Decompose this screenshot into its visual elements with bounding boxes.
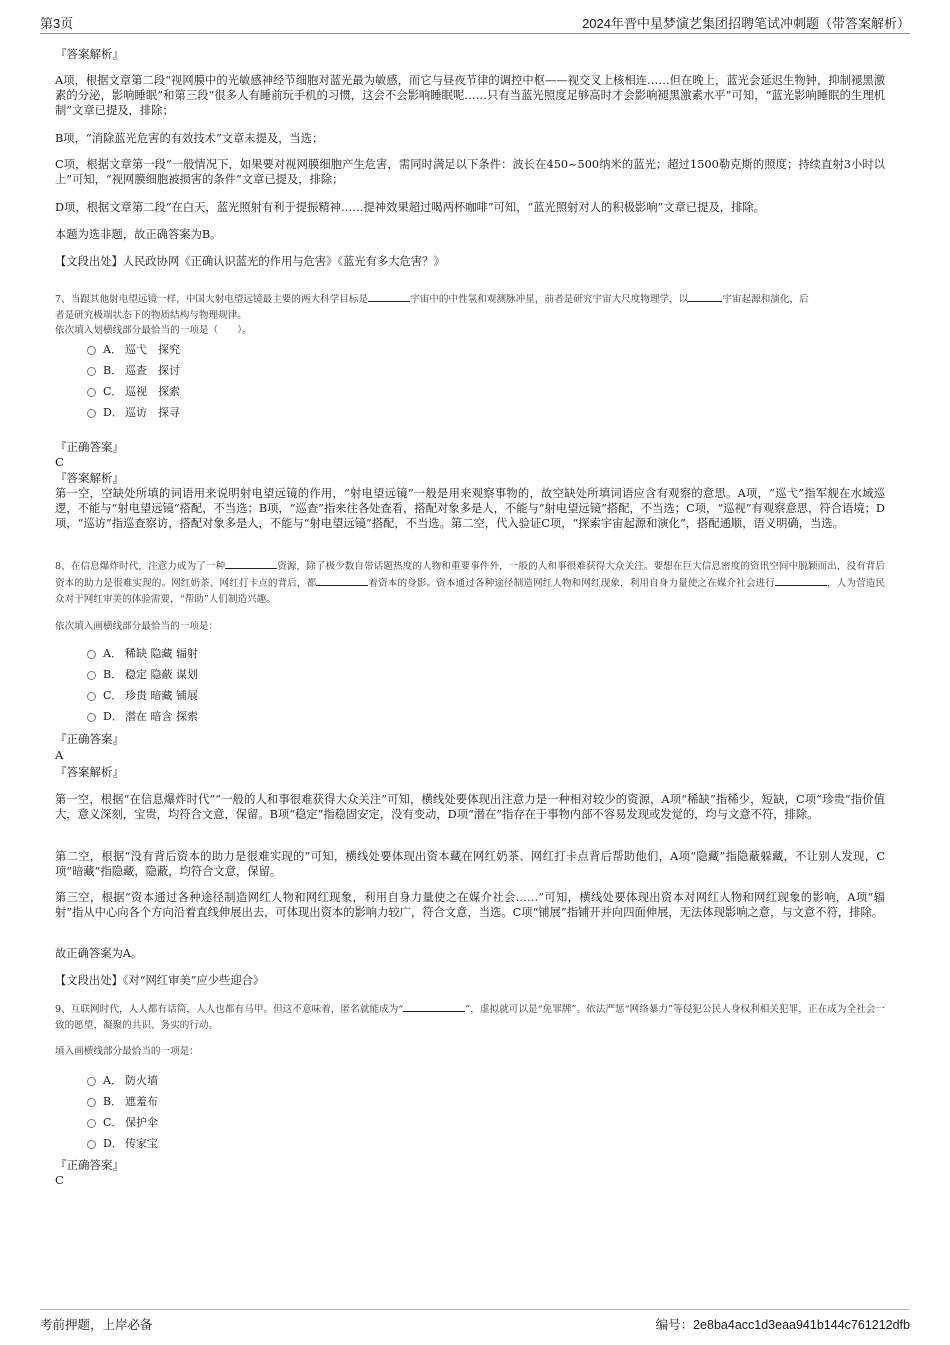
q7-option-b[interactable]: B． 巡查 探讨 <box>87 363 180 379</box>
q6-analysis-d: D项，根据文章第二段“在白天，蓝光照射有利于提振精神……提神效果超过喝两杯咖啡”可知，“蓝光照射对人的积极影响”文章已提及，排除。 <box>55 201 765 214</box>
q8-answer: A <box>55 748 64 762</box>
radio-icon[interactable] <box>87 1119 96 1128</box>
radio-icon[interactable] <box>87 367 96 376</box>
q6-source: 【文段出处】人民政协网《正确认识蓝光的作用与危害》《蓝光有多大危害？》 <box>55 255 445 268</box>
q9-blank-1 <box>403 1001 465 1012</box>
q8-blank-3 <box>775 575 827 586</box>
q8-answer-tag: 『正确答案』 <box>55 732 124 746</box>
q8-blank-1 <box>225 558 277 569</box>
q7-option-c[interactable]: C． 巡视 探索 <box>87 384 180 400</box>
q6-analysis-c: C项，根据文章第一段“一般情况下，如果要对视网膜细胞产生危害，需同时满足以下条件：波长在450~500纳米的蓝光；超过1500勒克斯的照度；持续直射3小时以上”可知，“视网膜细胞被损害的条件”文章已提及，排除； <box>55 158 885 186</box>
document-code: 编号：2e8ba4acc1d3eaa941b144c761212dfb <box>655 1318 910 1332</box>
q7-analysis-tag: 『答案解析』 <box>55 471 124 485</box>
q7-answer: C <box>55 455 64 469</box>
q8-analysis-p2: 第二空，根据“没有背后资本的助力是很难实现的”可知，横线处要体现出资本藏在网红奶茶、网红打卡点背后帮助他们，A项“隐藏”指隐蔽躲藏，不让别人发现，C项“暗藏”指隐藏，隐蔽，均符合文意，保留。 <box>55 850 885 878</box>
page-footer <box>40 1309 910 1333</box>
q8-analysis-p1: 第一空，根据“在信息爆炸时代”“一般的人和事很难获得大众关注”可知，横线处要体现出注意力是一种相对较少的资源，A项“稀缺”指稀少，短缺，C项“珍贵”指价值大，意义深刻，宝贵，均符合文意，保留。B项“稳定”指稳固安定，没有变动，D项“潜在”指存在于事物内部不容易发现或发觉的，均与文意不符，排除。 <box>55 793 885 821</box>
q9-option-c[interactable]: C． 保护伞 <box>87 1115 158 1131</box>
q6-analysis-tag: 『答案解析』 <box>55 47 124 61</box>
radio-icon[interactable] <box>87 671 96 680</box>
q8-stem: 8、在信息爆炸时代，注意力成为了一种 资源，除了极少数自带话题热度的人物和重要事件外，一般的人和事很难获得大众关注。要想在巨大信息密度的资讯空间中脱颖而出，没有背后资本的助力是很难实现的。网红奶茶、网红打卡点的背后，都 着资本的身影。资本通过各种途径制造网红人物和网红现象，利用自身力量使之在媒介社会进行 ，人为营造民众对于网红审美的体验需要，“帮助”人们制造兴趣。 <box>55 558 885 608</box>
q8-prompt: 依次填入画横线部分最恰当的一项是： <box>55 621 219 632</box>
radio-icon[interactable] <box>87 409 96 418</box>
q7-blank-1 <box>368 291 410 302</box>
q9-prompt: 填入画横线部分最恰当的一项是： <box>55 1046 199 1057</box>
q8-analysis-p3: 第三空，根据“资本通过各种途径制造网红人物和网红现象，利用自身力量使之在媒介社会……”可知，横线处要体现出资本对网红人物和网红现象的影响，A项“辐射”指从中心向各个方向沿着直线伸展出去，可体现出资本的影响力较广，符合文意，当选。C项“铺展”指铺开并向四面伸展，无法体现影响之意，与文意不符，排除。 <box>55 891 885 919</box>
page-number: 第3页 <box>40 16 74 31</box>
q9-option-a[interactable]: A． 防火墙 <box>87 1073 158 1089</box>
radio-icon[interactable] <box>87 713 96 722</box>
footer-slogan: 考前押题，上岸必备 <box>40 1318 153 1332</box>
q9-answer: C <box>55 1173 64 1187</box>
radio-icon[interactable] <box>87 1098 96 1107</box>
radio-icon[interactable] <box>87 1077 96 1086</box>
page-header <box>40 13 910 34</box>
q8-option-c[interactable]: C． 珍贵 暗藏 铺展 <box>87 688 198 704</box>
q8-source: 【文段出处】《对“网红审美”应少些迎合》 <box>55 974 265 987</box>
radio-icon[interactable] <box>87 692 96 701</box>
q8-option-b[interactable]: B． 稳定 隐蔽 谋划 <box>87 667 198 683</box>
q9-option-b[interactable]: B． 遮羞布 <box>87 1094 158 1110</box>
q9-answer-tag: 『正确答案』 <box>55 1158 124 1172</box>
q7-blank-2 <box>688 291 722 302</box>
q9-option-d[interactable]: D． 传家宝 <box>87 1136 158 1152</box>
q7-option-d[interactable]: D． 巡访 探寻 <box>87 405 180 421</box>
radio-icon[interactable] <box>87 388 96 397</box>
q7-stem: 7、当跟其他射电望远镜一样，中国大射电望远镜最主要的两大科学目标是 宇宙中的中性氢和观测脉冲星，前者是研究宇宙大尺度物理学，以 宇宙起源和演化，后 者是研究极端状态下的物质结构与物理规律。 <box>55 291 885 324</box>
q6-analysis-a: A项，根据文章第二段“视网膜中的光敏感神经节细胞对蓝光最为敏感，而它与昼夜节律的调控中枢——视交叉上核相连……但在晚上，蓝光会延迟生物钟，抑制褪黑激素的分泌，影响睡眠”和第三段“很多人有睡前玩手机的习惯，这会不会影响睡眠呢……只有当蓝光照度足够高时才会影响褪黑激素水平”可知，“蓝光影响睡眠的生理机制”文章已提及，排除； <box>55 74 885 117</box>
document-title: 2024年晋中星梦演艺集团招聘笔试冲刺题（带答案解析） <box>582 16 910 31</box>
radio-icon[interactable] <box>87 650 96 659</box>
q9-stem: 9、互联网时代，人人都有话筒，人人也都有马甲。但这不意味着，匿名就能成为“ ”，虚拟就可以是“免罪牌”。依法严惩“网络暴力”等侵犯公民人身权利相关犯罪，正在成为全社会一致的愿望、凝聚的共识、务实的行动。 <box>55 1001 885 1034</box>
q8-option-d[interactable]: D． 潜在 暗含 探索 <box>87 709 198 725</box>
q6-analysis-b: B项，“消除蓝光危害的有效技术”文章未提及，当选； <box>55 132 324 145</box>
q7-analysis: 第一空，空缺处所填的词语用来说明射电望远镜的作用，“射电望远镜”一般是用来观察事物的，故空缺处所填词语应含有观察的意思。A项，“巡弋”指军舰在水域巡逻，不能与“射电望远镜”搭配，不当选；B项，“巡查”指来往各处查看，搭配对象多是人，不能与“射电望远镜”搭配，不当选；C项，“巡视”有观察意思，符合语境；D项，“巡访”指巡查察访，搭配对象多是人，不能与“射电望远镜”搭配，不当选。第二空，代入验证C项，“探索宇宙起源和演化”，搭配通顺，语义明确，当选。 <box>55 487 885 530</box>
q6-conclusion: 本题为选非题，故正确答案为B。 <box>55 228 222 241</box>
radio-icon[interactable] <box>87 346 96 355</box>
q7-option-a[interactable]: A． 巡弋 探究 <box>87 342 180 358</box>
q7-answer-tag: 『正确答案』 <box>55 440 124 454</box>
q8-analysis-tag: 『答案解析』 <box>55 765 124 779</box>
q8-blank-2 <box>316 575 368 586</box>
q8-conclusion: 故正确答案为A。 <box>55 947 143 960</box>
q8-option-a[interactable]: A． 稀缺 隐藏 辐射 <box>87 646 198 662</box>
q7-prompt: 依次填入划横线部分最恰当的一项是（ ）。 <box>55 325 252 336</box>
radio-icon[interactable] <box>87 1140 96 1149</box>
